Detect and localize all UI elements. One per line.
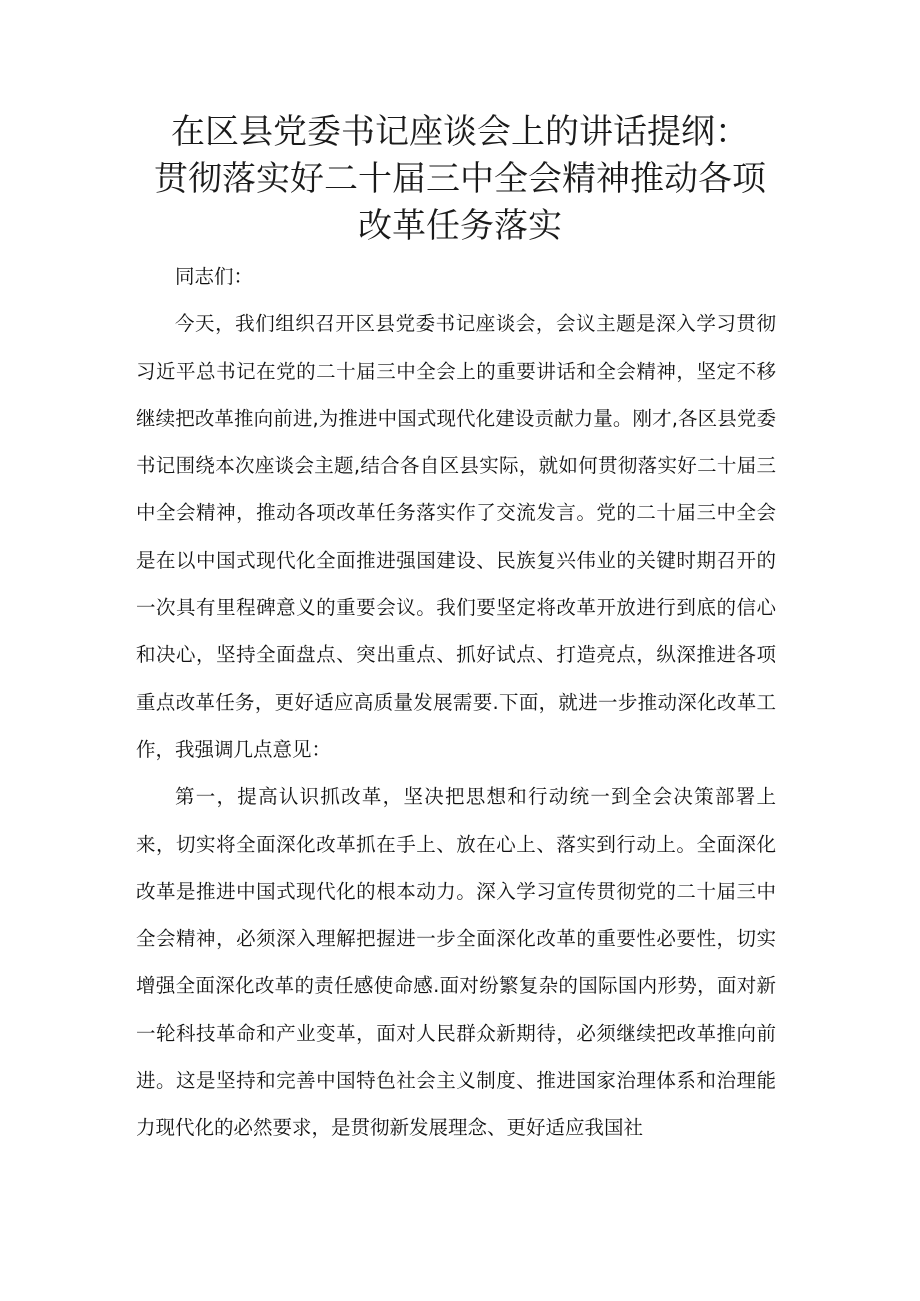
title-line-3: 改革任务落实 xyxy=(358,206,562,246)
paragraph-opening: 今天，我们组织召开区县党委书记座谈会，会议主题是深入学习贯彻习近平总书记在党的二十届三中全会上的重要讲话和全会精神，坚定不移继续把改革推向前进,为推进中国式现代化建设贡献力量。刚才,各区县党委书记围绕本次座谈会主题,结合各自区县实际，就如何贯彻落实好二十届三中全会精神，推动各项改革任务落实作了交流发言。党的二十届三中全会是在以中国式现代化全面推进强国建设、民族复兴伟业的关键时期召开的一次具有里程碑意义的重要会议。我们要坚定将改革开放进行到底的信心和决心，坚持全面盘点、突出重点、抓好试点、打造亮点，纵深推进各项重点改革任务，更好适应高质量发展需要.下面，就进一步推动深化改革工作，我强调几点意见： xyxy=(136,312,776,761)
document-body xyxy=(136,253,776,1152)
title-line-1: 在区县党委书记座谈会上的讲话提纲： xyxy=(171,112,749,152)
salutation: 同志们： xyxy=(175,265,254,288)
paragraph-first-point: 第一，提高认识抓改革，坚决把思想和行动统一到全会决策部署上来，切实将全面深化改革抓在手上、放在心上、落实到行动上。全面深化改革是推进中国式现代化的根本动力。深入学习宣传贯彻党的二十届三中全会精神，必须深入理解把握进一步全面深化改革的重要性必要性，切实增强全面深化改革的责任感使命感.面对纷繁复杂的国际国内形势，面对新一轮科技革命和产业变革，面对人民群众新期待，必须继续把改革推向前进。这是坚持和完善中国特色社会主义制度、推进国家治理体系和治理能力现代化的必然要求，是贯彻新发展理念、更好适应我国社 xyxy=(136,785,776,1140)
document-title xyxy=(120,109,800,250)
title-line-2: 贯彻落实好二十届三中全会精神推动各项 xyxy=(154,159,766,199)
